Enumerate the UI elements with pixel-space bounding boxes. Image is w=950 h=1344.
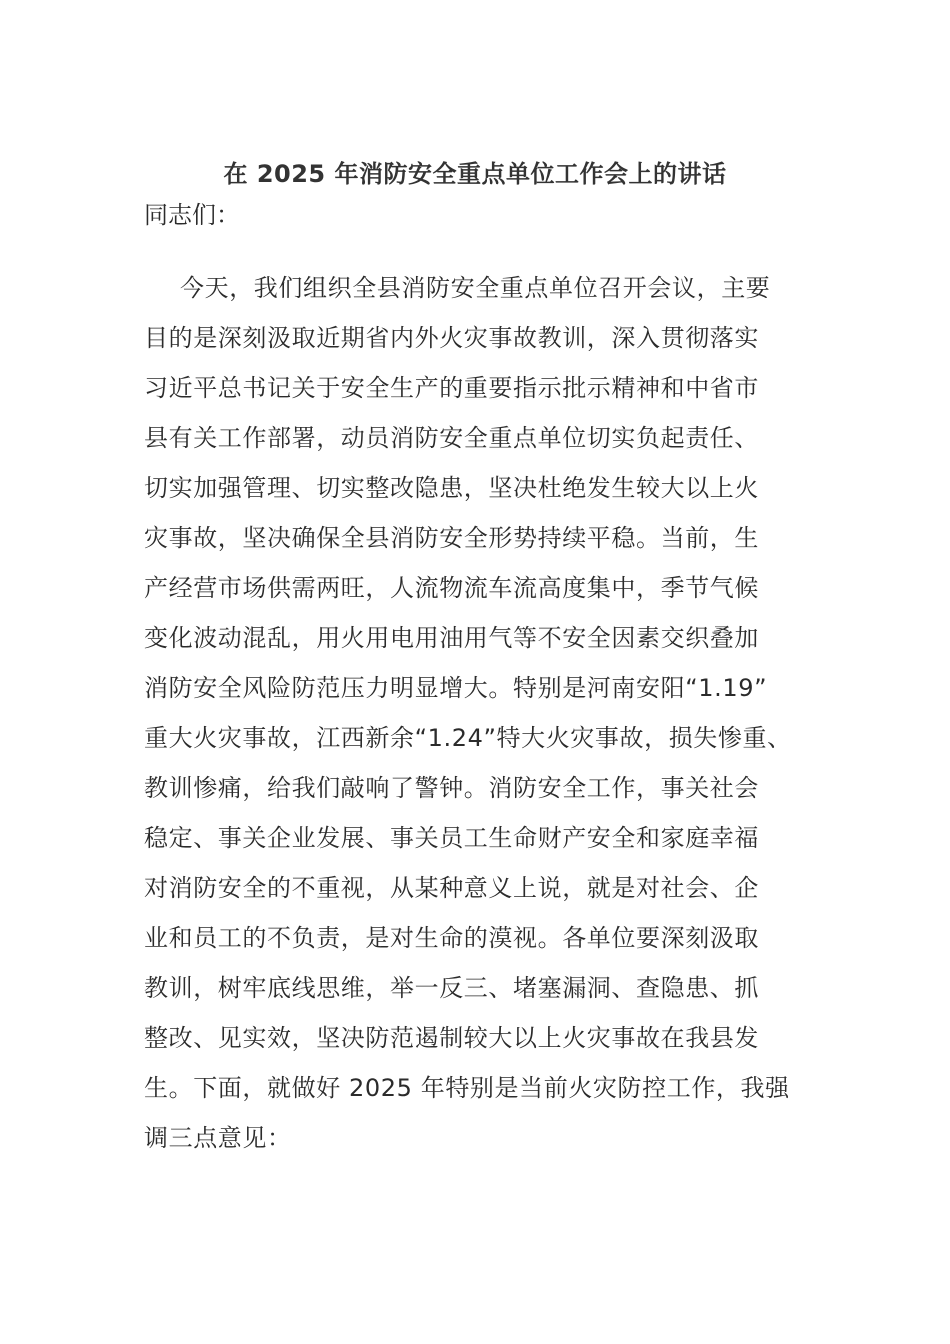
body-paragraph — [144, 263, 834, 1163]
body-line: 调三点意见： — [144, 1124, 292, 1152]
body-line: 产经营市场供需两旺，人流物流车流高度集中，季节气候 — [144, 574, 759, 602]
body-line: 重大火灾事故，江西新余“1.24”特大火灾事故，损失惨重、 — [144, 724, 792, 752]
body-line: 县有关工作部署，动员消防安全重点单位切实负起责任、 — [144, 424, 759, 452]
body-line: 整改、见实效，坚决防范遏制较大以上火灾事故在我县发 — [144, 1024, 759, 1052]
body-line: 习近平总书记关于安全生产的重要指示批示精神和中省市 — [144, 374, 759, 402]
body-line: 切实加强管理、切实整改隐患，坚决杜绝发生较大以上火 — [144, 474, 759, 502]
body-line: 变化波动混乱，用火用电用油用气等不安全因素交织叠加 — [144, 624, 759, 652]
body-line: 今天，我们组织全县消防安全重点单位召开会议，主要 — [180, 274, 771, 302]
body-line: 对消防安全的不重视，从某种意义上说，就是对社会、企 — [144, 874, 759, 902]
body-line: 灾事故，坚决确保全县消防安全形势持续平稳。当前，生 — [144, 524, 759, 552]
body-line: 生。下面，就做好 2025 年特别是当前火灾防控工作，我强 — [144, 1074, 790, 1102]
body-line: 教训，树牢底线思维，举一反三、堵塞漏洞、查隐患、抓 — [144, 974, 759, 1002]
body-line: 消防安全风险防范压力明显增大。特别是河南安阳“1.19” — [144, 674, 768, 702]
document-title: 在 2025 年消防安全重点单位工作会上的讲话 — [223, 160, 727, 188]
body-line: 业和员工的不负责，是对生命的漠视。各单位要深刻汲取 — [144, 924, 759, 952]
body-line: 目的是深刻汲取近期省内外火灾事故教训，深入贯彻落实 — [144, 324, 759, 352]
body-line: 稳定、事关企业发展、事关员工生命财产安全和家庭幸福 — [144, 824, 759, 852]
body-line: 教训惨痛，给我们敲响了警钟。消防安全工作，事关社会 — [144, 774, 759, 802]
salutation: 同志们： — [144, 201, 240, 229]
